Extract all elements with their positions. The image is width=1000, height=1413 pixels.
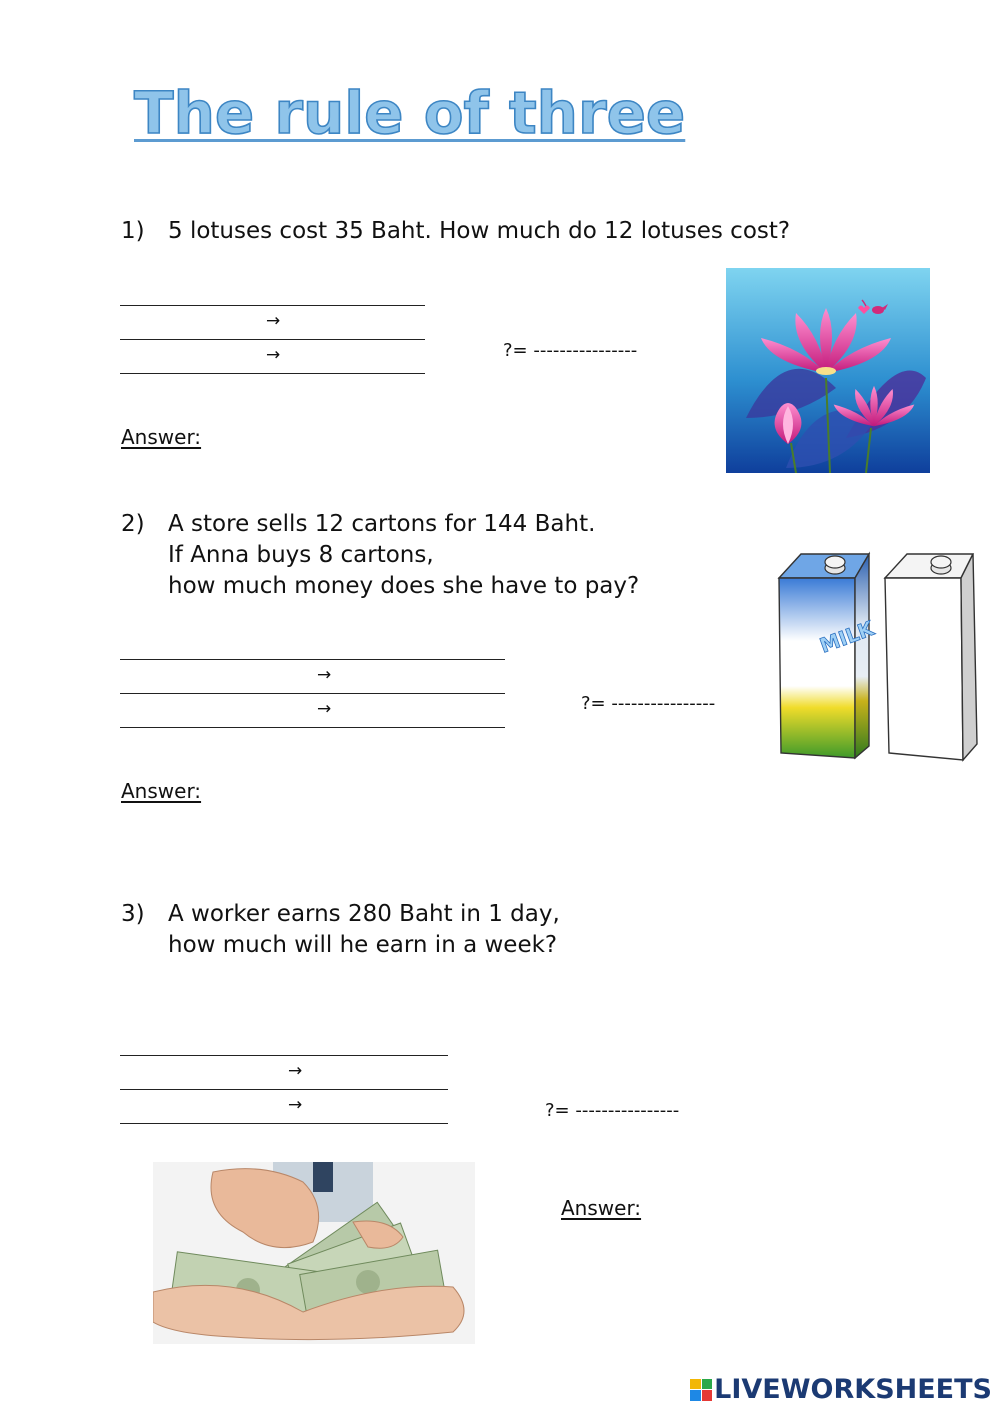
- q1-result-blank[interactable]: ?= ----------------: [503, 340, 638, 361]
- question-3-number: 3): [121, 901, 145, 927]
- lotus-image: [726, 268, 930, 473]
- q3-arrow-1: →: [288, 1061, 303, 1081]
- q2-arrow-2: →: [317, 699, 332, 719]
- question-2-line-1: A store sells 12 cartons for 144 Baht.: [168, 511, 596, 537]
- q1-arrow-2: →: [266, 345, 281, 365]
- q1-table-line-top: [120, 305, 425, 306]
- q3-table-line-middle: [120, 1089, 448, 1090]
- question-1-text: 5 lotuses cost 35 Baht. How much do 12 lotuses cost?: [168, 218, 791, 244]
- logo-text: LIVEWORKSHEETS: [714, 1374, 992, 1405]
- q1-table-line-middle: [120, 339, 425, 340]
- question-2-line-3: how much money does she have to pay?: [168, 573, 640, 599]
- q2-arrow-1: →: [317, 665, 332, 685]
- milk-label: MILK: [816, 616, 877, 658]
- question-2-number: 2): [121, 511, 145, 537]
- q3-arrow-2: →: [288, 1095, 303, 1115]
- liveworksheets-logo[interactable]: [690, 1374, 992, 1405]
- q1-table-line-bottom: [120, 373, 425, 374]
- q1-answer-label: Answer:: [121, 425, 202, 449]
- q2-answer-label: Answer:: [121, 779, 202, 803]
- question-3-line-1: A worker earns 280 Baht in 1 day,: [168, 901, 560, 927]
- money-image: [153, 1162, 475, 1344]
- q2-table-line-bottom: [120, 727, 505, 728]
- q3-table-line-top: [120, 1055, 448, 1056]
- question-1-number: 1): [121, 218, 145, 244]
- q3-result-blank[interactable]: ?= ----------------: [545, 1100, 680, 1121]
- q1-arrow-1: →: [266, 311, 281, 331]
- q2-result-blank[interactable]: ?= ----------------: [581, 693, 716, 714]
- q3-answer-label: Answer:: [561, 1196, 642, 1220]
- question-2-line-2: If Anna buys 8 cartons,: [168, 542, 434, 568]
- question-3-line-2: how much will he earn in a week?: [168, 932, 558, 958]
- q2-table-line-middle: [120, 693, 505, 694]
- page-title: The rule of three: [134, 79, 686, 147]
- milk-cartons-image: [765, 548, 983, 768]
- q3-table-line-bottom: [120, 1123, 448, 1124]
- q2-table-line-top: [120, 659, 505, 660]
- logo-mark-icon: [690, 1379, 712, 1401]
